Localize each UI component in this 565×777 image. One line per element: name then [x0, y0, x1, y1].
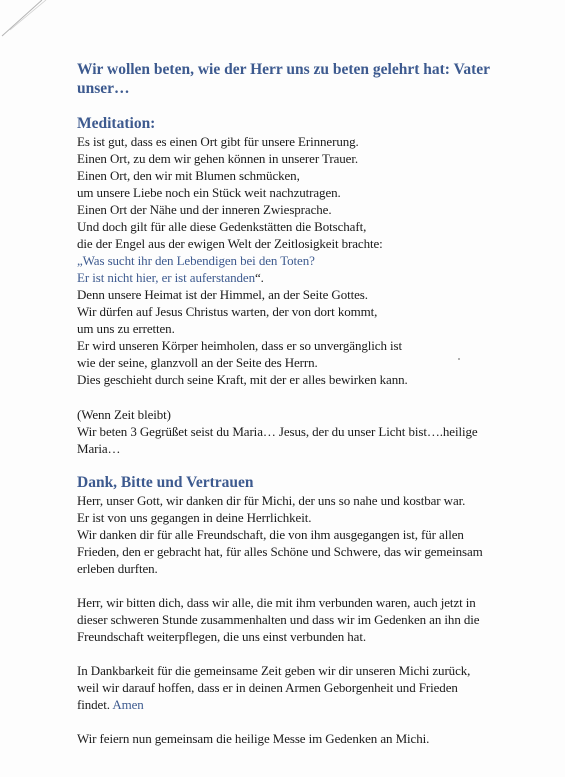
petition-line: Herr, wir bitten dich, dass wir alle, die mit ihm verbunden waren, auch jetzt in — [77, 595, 476, 610]
meditation-line: um unsere Liebe noch ein Stück weit nachzutragen. — [77, 185, 341, 200]
meditation-section — [77, 115, 507, 388]
meditation-line: um uns zu erretten. — [77, 321, 175, 336]
meditation-line: Einen Ort der Nähe und der inneren Zwiesprache. — [77, 202, 332, 217]
optional-prayer-section — [77, 406, 507, 457]
meditation-line: Er wird unseren Körper heimholen, dass er so unvergänglich ist — [77, 338, 402, 353]
thanks-line: Wir danken dir für alle Freundschaft, die von ihm ausgegangen ist, für allen — [77, 527, 464, 542]
thanks-section — [77, 474, 507, 747]
page-fold-line — [0, 0, 60, 40]
petition-line: Freundschaft weiterpflegen, die uns einst verbunden hat. — [77, 629, 366, 644]
quote-close: “. — [254, 270, 264, 285]
meditation-line: Dies geschieht durch seine Kraft, mit der er alles bewirken kann. — [77, 372, 408, 387]
angel-quote-text: Er ist nicht hier, er ist auferstanden — [77, 270, 255, 285]
hail-mary-line: Wir beten 3 Gegrüßet seist du Maria… Jesus, der du unser Licht bist….heilige — [77, 424, 478, 439]
thanks-line: Herr, unser Gott, wir danken dir für Michi, der uns so nahe und kostbar war. — [77, 493, 466, 508]
trust-line-text: findet. — [77, 697, 110, 712]
meditation-line: Denn unsere Heimat ist der Himmel, an der Seite Gottes. — [77, 287, 368, 302]
thanks-line: Er ist von uns gegangen in deine Herrlichkeit. — [77, 510, 312, 525]
angel-quote-line: „Was sucht ihr den Lebendigen bei den Toten? — [77, 253, 315, 268]
angel-quote-line — [77, 269, 507, 286]
closing-line: Wir feiern nun gemeinsam die heilige Messe im Gedenken an Michi. — [77, 731, 430, 746]
meditation-line: die der Engel aus der ewigen Welt der Zeitlosigkeit brachte: — [77, 236, 383, 251]
meditation-line: Wir dürfen auf Jesus Christus warten, der von dort kommt, — [77, 304, 378, 319]
meditation-line: Einen Ort, den wir mit Blumen schmücken, — [77, 168, 300, 183]
trust-line: weil wir darauf hoffen, dass er in deinen Armen Geborgenheit und Frieden — [77, 680, 458, 695]
meditation-line: Es ist gut, dass es einen Ort gibt für unsere Erinnerung. — [77, 134, 359, 149]
optional-note: (Wenn Zeit bleibt) — [77, 407, 171, 422]
meditation-line: Und doch gilt für alle diese Gedenkstätten die Botschaft, — [77, 219, 367, 234]
trust-line: In Dankbarkeit für die gemeinsame Zeit geben wir dir unseren Michi zurück, — [77, 663, 471, 678]
meditation-title: Meditation: — [77, 115, 156, 132]
amen-text: Amen — [112, 697, 144, 712]
meditation-line: Einen Ort, zu dem wir gehen können in unserer Trauer. — [77, 151, 358, 166]
thanks-title: Dank, Bitte und Vertrauen — [77, 474, 254, 491]
thanks-line: Frieden, den er gebracht hat, für alles Schöne und Schwere, das wir gemeinsam — [77, 544, 483, 559]
hail-mary-line: Maria… — [77, 441, 121, 456]
trust-line — [77, 696, 507, 713]
document-page — [77, 60, 507, 747]
page-heading: Wir wollen beten, wie der Herr uns zu beten gelehrt hat: Vater unser… — [77, 61, 490, 97]
meditation-line: wie der seine, glanzvoll an der Seite des Herrn. — [77, 355, 318, 370]
petition-line: dieser schweren Stunde zusammenhalten und dass wir im Gedenken an ihn die — [77, 612, 480, 627]
thanks-line: erleben durften. — [77, 561, 158, 576]
